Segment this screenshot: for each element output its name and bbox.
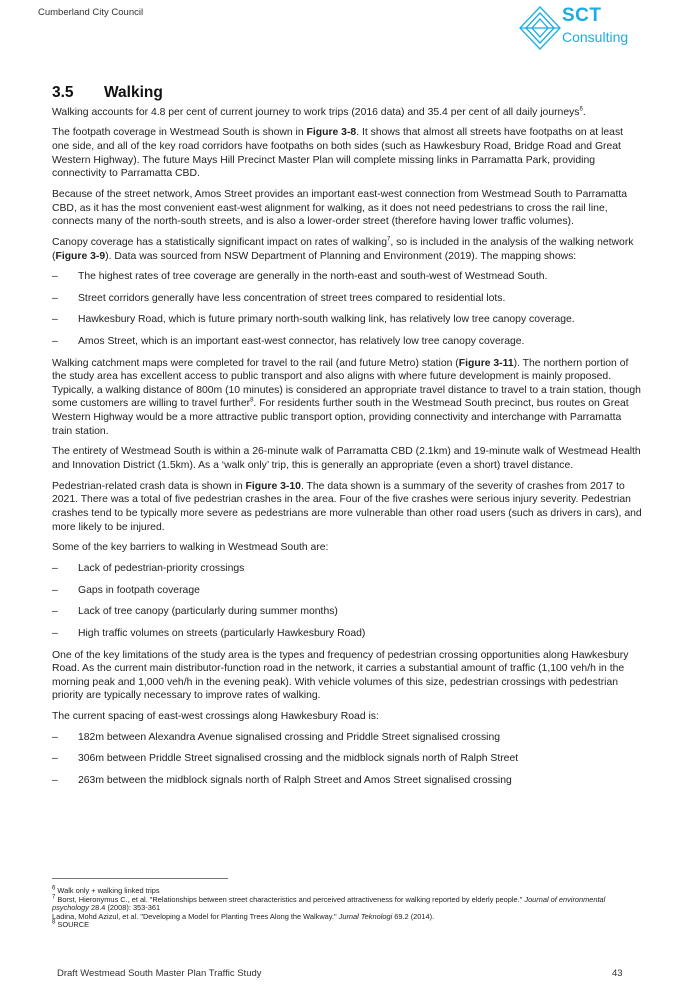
footnote-ref-8[interactable]: 8 — [250, 397, 254, 404]
paragraph-4: Canopy coverage has a statistically significant impact on rates of walking$^7$, so is included in the analysis of the walking network (Figure 3-9). Data was sourced from NSW Department of Planning and Environment (2019). The mapping shows: — [52, 236, 634, 262]
footnote-7: $^7$ Borst, Hieronymus C., et al. "Relationships between street characteristics and perceived attractiveness for walking reported by elderly people." Journal of environmental psychology 28.4 (2008): 353-361 — [52, 894, 606, 913]
footnote-ref-6[interactable]: 6 — [579, 106, 583, 113]
logo-text-consulting: Consulting — [562, 29, 629, 45]
sct-logo — [518, 5, 638, 51]
footnotes — [52, 887, 612, 930]
logo-text-sct: SCT — [562, 5, 602, 26]
paragraph-9: One of the key limitations of the study area is the types and frequency of pedestrian crossing opportunities along Hawkesbury Road. As the current main distributor-function road in the network, it carries a substantial amount of traffic (1,100 veh/h in the morning peak and 1,000 veh/h in the evening peak). With vehicle volumes of this size, pedestrian crossings with pedestrian priority are typically necessary to improve rates of walking. — [52, 649, 629, 702]
list-item: – Hawkesbury Road, which is future primary north-south walking link, has relatively low tree canopy coverage. — [52, 314, 575, 326]
footnote-6: $^6$ Walk only + walking linked trips — [52, 885, 160, 895]
list-item: – Gaps in footpath coverage — [52, 584, 200, 596]
section-title: Walking — [104, 84, 163, 101]
bullet-list-canopy — [52, 270, 642, 348]
figure-ref-3-10[interactable]: Figure 3-10 — [245, 480, 301, 492]
paragraph-10: The current spacing of east-west crossings along Hawkesbury Road is: — [52, 711, 379, 723]
list-item: – 263m between the midblock signals north of Ralph Street and Amos Street signalised crossing — [52, 775, 512, 787]
figure-ref-3-8[interactable]: Figure 3-8 — [306, 127, 357, 139]
bullet-list-barriers — [52, 562, 642, 640]
paragraph-7: Pedestrian-related crash data is shown in Figure 3-10. The data shown is a summary of the severity of crashes from 2017 to 2021. There was a total of five pedestrian crashes in the area. Four of the five crashes were serious injury severity. Pedestrian crashes tend to be typically more severe as pedestrians are more vulnerable than other road users (such as drivers in cars), and more likely to be injured. — [52, 480, 642, 533]
section-number: 3.5 — [52, 84, 74, 101]
list-item: – 182m between Alexandra Avenue signalised crossing and Priddle Street signalised crossing — [52, 731, 501, 743]
page-number: 43 — [612, 968, 623, 979]
figure-ref-3-11[interactable]: Figure 3-11 — [458, 357, 514, 369]
list-item: – The highest rates of tree coverage are generally in the north-east and south-west of Westmead South. — [52, 271, 548, 283]
footnote-8: $^8$ SOURCE — [52, 919, 90, 930]
list-item: – Lack of tree canopy (particularly during summer months) — [52, 606, 338, 618]
footnote-ref-7[interactable]: 7 — [386, 236, 391, 243]
list-item: – High traffic volumes on streets (particularly Hawkesbury Road) — [52, 627, 366, 639]
footnote-divider — [52, 878, 228, 879]
paragraph-2: The footpath coverage in Westmead South is shown in Figure 3-8. It shows that almost all streets have footpaths on at least one side, and all of the key road corridors have footpaths on both sides (such as Hawkesbury Road, Bridge Road and Great Western Highway). The future Mays Hill Precinct Master Plan will complete missing links in Parramatta Park, providing connectivity to Parramatta CBD. — [52, 127, 624, 180]
list-item: – Lack of pedestrian-priority crossings — [52, 563, 245, 575]
paragraph-8: Some of the key barriers to walking in Westmead South are: — [52, 542, 329, 554]
footer-title: Draft Westmead South Master Plan Traffic Study — [57, 968, 262, 979]
paragraph-3: Because of the street network, Amos Street provides an important east-west connection from Westmead South to Parramatta CBD, as it has the most convenient east-west alignment for walking, as it does not need pedestrians to cross the rail line, connects many of the north-south streets, and is also a lower-order street (therefore having lower traffic volumes). — [52, 188, 628, 228]
paragraph-1: Walking accounts for 4.8 per cent of current journey to work trips (2016 data) and 35.4 per cent of all daily journeys$^6$. — [52, 106, 586, 118]
list-item: – Amos Street, which is an important east-west connector, has relatively low tree canopy coverage. — [52, 336, 525, 348]
main-content — [52, 86, 642, 796]
list-item: – Street corridors generally have less concentration of street trees compared to residential lots. — [52, 292, 506, 304]
paragraph-5: Walking catchment maps were completed for travel to the rail (and future Metro) station (Figure 3-11). The northern portion of the study area has excellent access to public transport and also aligns with where future development is mainly proposed. Typically, a walking distance of 800m (10 minutes) is considered an appropriate travel distance to travel to a train station, though some customers are willing to travel further$^8$. For residents further south in the Westmead South precinct, bus routes on Great Western Highway would be a more attractive public transport option, providing connectivity and interchange with Parramatta train station. — [52, 357, 641, 437]
footnote-7b: Ladina, Mohd Azizul, et al. "Developing a Model for Planting Trees Along the Walkway." Jurnal Teknologi 69.2 (2014). — [52, 911, 435, 921]
header-org: Cumberland City Council — [38, 7, 144, 18]
list-item: – 306m between Priddle Street signalised crossing and the midblock signals north of Ralph Street — [52, 753, 519, 765]
paragraph-6: The entirety of Westmead South is within a 26-minute walk of Parramatta CBD (2.1km) and 19-minute walk of Westmead Health and Innovation District (1.5km). As a ‘walk only’ trip, this is generally an appropriate (even a short) travel distance. — [52, 446, 641, 471]
bullet-list-crossings — [52, 731, 642, 788]
section-heading — [52, 86, 642, 100]
logo-diamond-icon — [518, 5, 562, 51]
figure-ref-3-9[interactable]: Figure 3-9 — [55, 250, 106, 262]
